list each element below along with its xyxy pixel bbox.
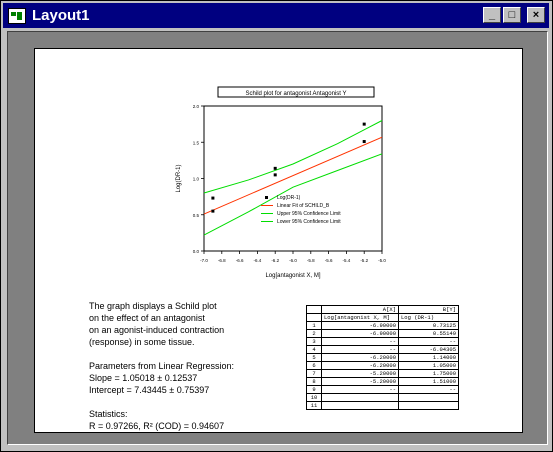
table-row[interactable] [307, 394, 459, 402]
x-tick-label: -6.4 [253, 258, 262, 263]
table-cell[interactable]: 1.51000 [399, 378, 459, 386]
y-tick-label: 1.0 [192, 176, 199, 182]
col-subheader-a: Log[antagonist X, M] [322, 314, 399, 322]
table-cell[interactable]: -6.90000 [322, 330, 399, 338]
description-line: on an agonist-induced contraction [89, 325, 225, 335]
title-bar[interactable] [3, 3, 549, 28]
table-row[interactable] [307, 354, 459, 362]
y-tick-label: 2.0 [192, 104, 199, 109]
table-row[interactable] [307, 346, 459, 354]
row-number-cell[interactable]: 9 [307, 386, 322, 394]
x-tick-label: -6.0 [289, 258, 297, 263]
table-cell[interactable]: -- [322, 338, 399, 346]
table-cell[interactable]: 1.75000 [399, 370, 459, 378]
table-cell[interactable] [399, 394, 459, 402]
x-tick-label: -5.8 [306, 258, 315, 263]
table-cell[interactable]: -6.20000 [322, 354, 399, 362]
table-cell[interactable]: -- [322, 346, 399, 354]
y-tick-label: 0.0 [192, 249, 199, 254]
row-number-cell[interactable]: 7 [307, 370, 322, 378]
x-tick-label: -5.0 [378, 258, 386, 263]
data-point [274, 167, 277, 170]
layout-page[interactable] [34, 48, 523, 433]
graph-title: Schild plot for antagonist Antagonist Y [245, 91, 347, 97]
row-number-cell[interactable]: 2 [307, 330, 322, 338]
table-cell[interactable]: -- [322, 386, 399, 394]
table-cell[interactable]: 0.73125 [399, 322, 459, 330]
table-row[interactable] [307, 330, 459, 338]
params-header: Parameters from Linear Regression: [89, 361, 235, 371]
table-cell[interactable]: 1.14000 [399, 354, 459, 362]
slope-text: Slope = 1.05018 ± 0.12537 [89, 373, 198, 383]
corner-cell [307, 306, 322, 314]
table-cell[interactable]: 0.55149 [399, 330, 459, 338]
row-number-cell[interactable]: 1 [307, 322, 322, 330]
col-header-a: A[X] [322, 306, 399, 314]
legend-label: Log(DR-1) [277, 195, 301, 201]
row-number-cell[interactable]: 3 [307, 338, 322, 346]
row-number-cell[interactable]: 8 [307, 378, 322, 386]
stats-header: Statistics: [89, 409, 128, 419]
table-cell[interactable]: 1.05000 [399, 362, 459, 370]
data-point [211, 210, 214, 213]
table-row[interactable] [307, 362, 459, 370]
x-tick-label: -6.6 [235, 258, 244, 263]
table-cell[interactable]: -- [399, 338, 459, 346]
row-number-cell[interactable]: 5 [307, 354, 322, 362]
stats-line: R = 0.97266, R² (COD) = 0.94607 [89, 421, 225, 431]
x-tick-label: -6.8 [217, 258, 226, 263]
legend-marker [265, 196, 268, 199]
y-axis-label: Log(DR-1) [176, 164, 182, 193]
window-title: Layout1 [32, 7, 90, 24]
row-number-cell[interactable]: 10 [307, 394, 322, 402]
table-row[interactable] [307, 322, 459, 330]
description-text[interactable] [89, 300, 234, 432]
maximize-button[interactable]: □ [503, 7, 521, 23]
table-cell[interactable] [322, 402, 399, 410]
data-point [274, 173, 277, 176]
y-tick-label: 1.5 [192, 140, 199, 146]
table-cell[interactable] [322, 394, 399, 402]
description-line: (response) in some tissue. [89, 337, 195, 347]
data-point [363, 123, 366, 126]
row-number-cell[interactable]: 4 [307, 346, 322, 354]
row-number-cell[interactable]: 11 [307, 402, 322, 410]
minimize-button[interactable]: _ [483, 7, 501, 23]
table-cell[interactable]: -6.90000 [322, 322, 399, 330]
x-tick-label: -7.0 [200, 258, 208, 263]
x-tick-label: -5.2 [360, 258, 369, 263]
table-cell[interactable]: -6.20000 [322, 362, 399, 370]
col-header-b: B[Y] [399, 306, 459, 314]
table-row[interactable] [307, 402, 459, 410]
corner-cell [307, 314, 322, 322]
table-cell[interactable]: -6.04305 [399, 346, 459, 354]
x-tick-label: -5.6 [324, 258, 333, 263]
table-cell[interactable]: -5.20000 [322, 378, 399, 386]
worksheet-table[interactable] [306, 305, 459, 410]
table-cell[interactable] [399, 402, 459, 410]
table-row[interactable] [307, 386, 459, 394]
legend-label: Lower 95% Confidence Limit [277, 219, 341, 225]
table-cell[interactable]: -5.20000 [322, 370, 399, 378]
y-tick-label: 0.5 [192, 212, 199, 218]
description-line: The graph displays a Schild plot [89, 301, 217, 311]
table-row[interactable] [307, 370, 459, 378]
table-row[interactable] [307, 378, 459, 386]
graph-window-icon[interactable] [8, 8, 26, 24]
x-tick-label: -6.2 [271, 258, 280, 263]
legend-label: Upper 95% Confidence Limit [277, 211, 341, 217]
row-number-cell[interactable]: 6 [307, 362, 322, 370]
intercept-text: Intercept = 7.43445 ± 0.75397 [89, 385, 210, 395]
legend-label: Linear Fit of SCHILD_B [277, 203, 330, 209]
data-point [363, 140, 366, 143]
plot-frame [204, 106, 382, 251]
schild-plot-graph[interactable] [35, 49, 522, 299]
x-tick-label: -5.4 [342, 258, 351, 263]
layout-client-area[interactable] [7, 31, 548, 445]
description-line: on the effect of an antagonist [89, 313, 205, 323]
col-subheader-b: Log (DR-1) [399, 314, 459, 322]
close-button[interactable]: × [527, 7, 545, 23]
table-row[interactable] [307, 338, 459, 346]
x-axis-label: Log[antagonist X, M] [265, 273, 321, 279]
upper-confidence-line [204, 121, 382, 194]
data-point [211, 197, 214, 200]
table-cell[interactable]: -- [399, 386, 459, 394]
